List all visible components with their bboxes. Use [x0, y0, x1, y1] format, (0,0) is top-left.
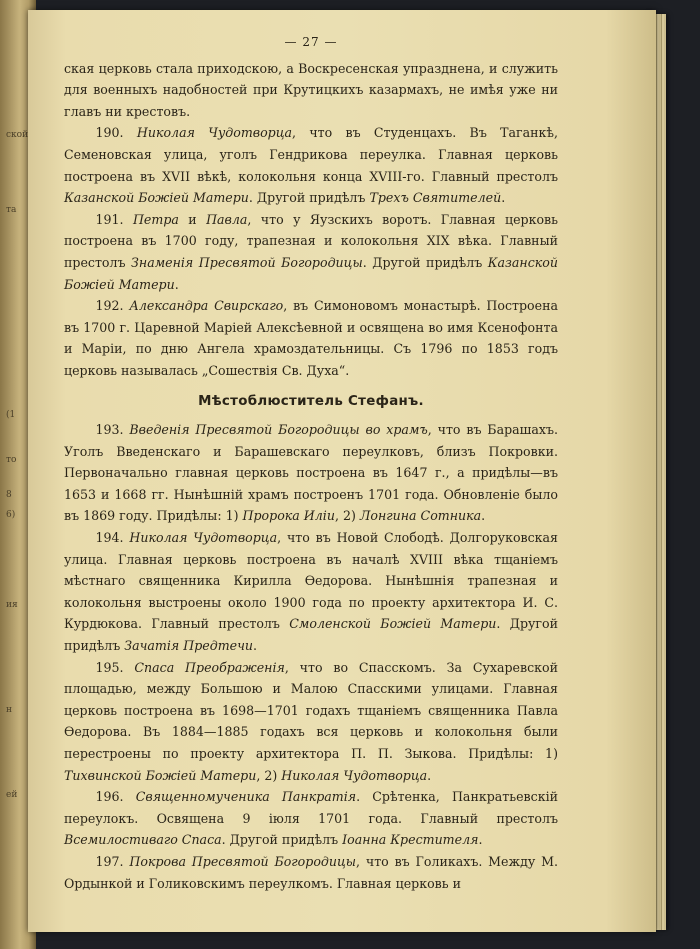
paragraph-text: .	[174, 276, 179, 292]
church-name: Покрова Пресвятой Богородицы	[129, 853, 357, 869]
entry-number: 190.	[95, 125, 124, 141]
prev-page-fragment: 8	[6, 490, 12, 500]
paragraph-text: , что въ Голикахъ. Между М. Ордынкой и Голиковскимъ переулкомъ. Главная церковь и	[64, 853, 558, 891]
entry-number: 193.	[95, 422, 124, 438]
paragraph-text: , что въ Студенцахъ. Въ Таганкѣ, Семеновская улица, уголъ Гендрикова переулка. Главная церковь построена въ XVII вѣкѣ, колокольня конца XVIII-го. Главный престолъ	[64, 125, 559, 184]
altar-name: Казанской Божіей Матери	[64, 190, 249, 206]
entry-196	[64, 786, 558, 851]
page-number: — 27 —	[284, 35, 338, 49]
paragraph-text: . Другой придѣлъ	[248, 190, 370, 206]
church-name: Введенія Пресвятой Богородицы во храмъ	[129, 422, 428, 438]
church-name: Николая Чудотворца	[136, 125, 293, 141]
altar-name: Іоанна Крестителя	[342, 832, 479, 848]
paragraph-text: . Другой придѣлъ	[362, 254, 488, 270]
altar-name: Казанской Божіей Матери	[64, 254, 558, 292]
altar-name: Смоленской Божіей Матери	[289, 616, 497, 632]
paragraph-text: ская церковь стала приходскою, а Воскресенская упразднена, и служить для военныхъ надобностей при Крутицкихъ казармахъ, не имѣя уже ни главъ ни крестовъ.	[64, 60, 558, 119]
entry-191	[64, 209, 558, 295]
altar-name: Пророка Иліи	[242, 508, 335, 524]
altar-name: Тихвинской Божіей Матери	[64, 767, 257, 783]
section-heading: Мѣстоблюститель Стефанъ.	[198, 393, 424, 409]
prev-page-fragment: ия	[6, 600, 18, 610]
paragraph-text: и	[178, 211, 207, 227]
paragraph-text: , 2)	[256, 767, 282, 783]
paragraph-text: , что у Яузскихъ воротъ. Главная церковь построена въ 1700 году, трапезная и колокольня XIX вѣка. Главный престолъ	[64, 211, 558, 270]
entry-192	[64, 295, 558, 381]
entry-number: 194.	[95, 530, 124, 546]
paragraph-text: . Другой придѣлъ	[64, 616, 558, 654]
church-name: Священномученика Панкратія	[135, 789, 357, 805]
entry-194	[64, 527, 558, 657]
entry-number: 196.	[95, 789, 124, 805]
paragraph-continuation	[64, 58, 558, 123]
prev-page-fragment: ей	[6, 790, 18, 800]
church-name: Николая Чудотворца	[129, 530, 278, 546]
entry-197	[64, 851, 558, 894]
entry-195	[64, 657, 558, 787]
paragraph-text: .	[478, 832, 483, 848]
prev-page-fragment: та	[6, 205, 17, 215]
paragraph-text: . Срѣтенка, Панкратьевскій переулокъ. Освящена 9 іюля 1701 года. Главный престолъ	[64, 789, 558, 826]
church-name: Спаса Преображенія	[134, 659, 285, 675]
paragraph-text: .	[253, 638, 258, 654]
paragraph-text: , что въ Новой Слободѣ. Долгоруковская улица. Главная церковь построена въ началѣ XVIII вѣка тщаніемъ мѣстнаго священника Кирилла Өедорова. Нынѣшнія трапезная и колокольня выстроены около 1900 года по проекту архитектора И. С. Курдюкова. Главный престолъ	[64, 530, 558, 632]
paragraph-text: , что во Спасскомъ. За Сухаревской площадью, между Большою и Малою Спасскими улицами. Главная церковь построена въ 1698—1701 годахъ тщаніемъ священника Павла Өедорова. Въ 1884—1885 годахъ вся церковь и колокольня были перестроены по проекту архитектора П. П. Зыкова. Придѣлы: 1)	[64, 659, 558, 761]
paragraph-text: .	[481, 508, 486, 524]
paragraph-text: , 2)	[334, 508, 360, 524]
altar-name: Николая Чудотворца	[281, 767, 428, 783]
paragraph-text: .	[427, 767, 432, 783]
altar-name: Всемилостиваго Спаса	[64, 832, 222, 848]
paragraph-text: , въ Симоновомъ монастырѣ. Построена въ 1700 г. Царевной Маріей Алексѣевной и освящена во имя Ксенофонта и Маріи, по дню Ангела храмоздательницы. Съ 1796 по 1853 годъ церковь называлась „Сошествія Св. Духа“.	[64, 298, 558, 378]
prev-page-fragment: ской	[6, 130, 29, 140]
prev-page-fragment: то	[6, 455, 17, 465]
church-name: Петра	[132, 211, 179, 227]
altar-name: Знаменія Пресвятой Богородицы	[131, 254, 363, 270]
prev-page-fragment: (1	[6, 410, 16, 420]
church-name: Александра Свирскаго	[129, 298, 284, 314]
paragraph-text: . Другой придѣлъ	[221, 832, 343, 848]
church-name: Павла	[206, 211, 248, 227]
entry-190	[64, 122, 558, 208]
page-text	[64, 32, 558, 894]
altar-name: Трехъ Святителей	[369, 190, 502, 206]
entry-number: 197.	[95, 853, 124, 869]
paragraph-text: .	[501, 190, 506, 206]
entry-number: 192.	[95, 298, 124, 314]
altar-name: Лонгина Сотника	[359, 508, 482, 524]
altar-name: Зачатія Предтечи	[124, 638, 254, 654]
paragraph-text: , что въ Барашахъ. Уголъ Введенскаго и Барашевскаго переулковъ, близъ Покровки. Первоначально главная церковь построена въ 1647 г., а придѣлы—въ 1653 и 1668 гг. Нынѣшній храмъ построенъ 1701 года. Обновленіе было въ 1869 году. Придѣлы: 1)	[64, 422, 558, 524]
entry-193	[64, 419, 558, 527]
entry-number: 195.	[95, 659, 124, 675]
prev-page-fragment: 6)	[6, 510, 16, 520]
entry-number: 191.	[95, 211, 124, 227]
prev-page-fragment: н	[6, 705, 12, 715]
